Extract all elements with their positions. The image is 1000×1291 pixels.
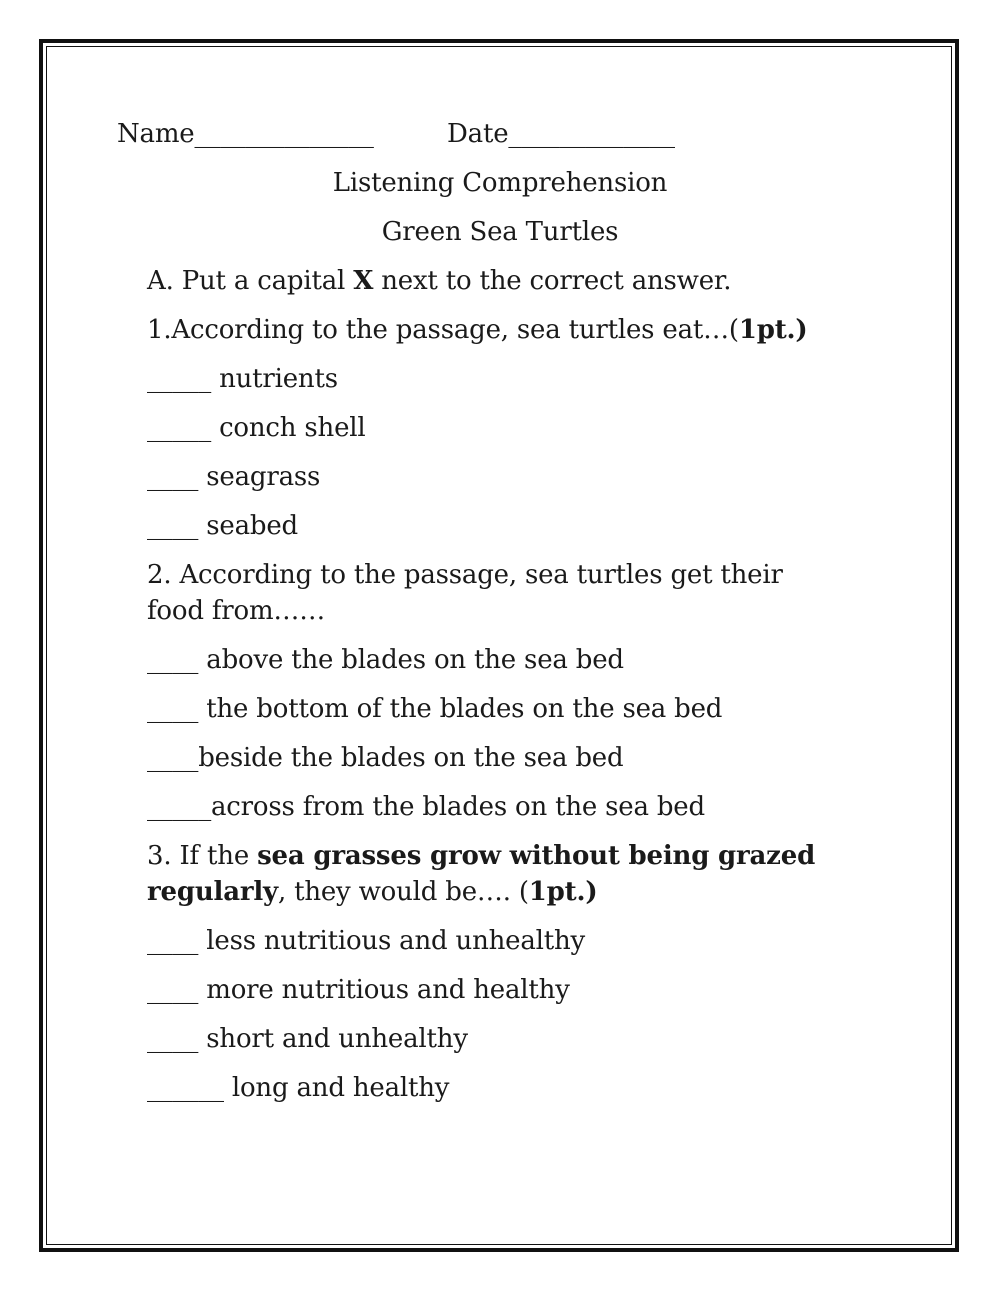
q2-option[interactable]: ____beside the blades on the sea bed [147,743,624,773]
q1-option[interactable]: _____ nutrients [147,364,338,394]
q1-option[interactable]: ____ seabed [147,511,298,541]
q2-option[interactable]: _____across from the blades on the sea bed [147,792,705,822]
subject-heading: Listening Comprehension [332,168,668,198]
worksheet-title: Green Sea Turtles [381,217,619,247]
q3-option[interactable]: ______ long and healthy [147,1073,450,1103]
q3-option[interactable]: ____ less nutritious and unhealthy [147,926,586,956]
name-field[interactable]: Name______________ [117,119,374,149]
q1-option[interactable]: _____ conch shell [147,413,366,443]
q3-option[interactable]: ____ more nutritious and healthy [147,975,570,1005]
question-2: 2. According to the passage, sea turtles get their food from…… [147,560,783,626]
question-3: 3. If the sea grasses grow without being grazed regularly, they would be…. (1pt.) [147,841,816,907]
q2-option[interactable]: ____ the bottom of the blades on the sea bed [147,694,723,724]
q1-option[interactable]: ____ seagrass [147,462,321,492]
q2-option[interactable]: ____ above the blades on the sea bed [147,645,624,675]
question-1: 1.According to the passage, sea turtles eat…(1pt.) [147,315,808,345]
q3-option[interactable]: ____ short and unhealthy [147,1024,468,1054]
section-a-instruction: A. Put a capital X next to the correct answer. [147,266,732,296]
date-field[interactable]: Date_____________ [447,119,675,149]
